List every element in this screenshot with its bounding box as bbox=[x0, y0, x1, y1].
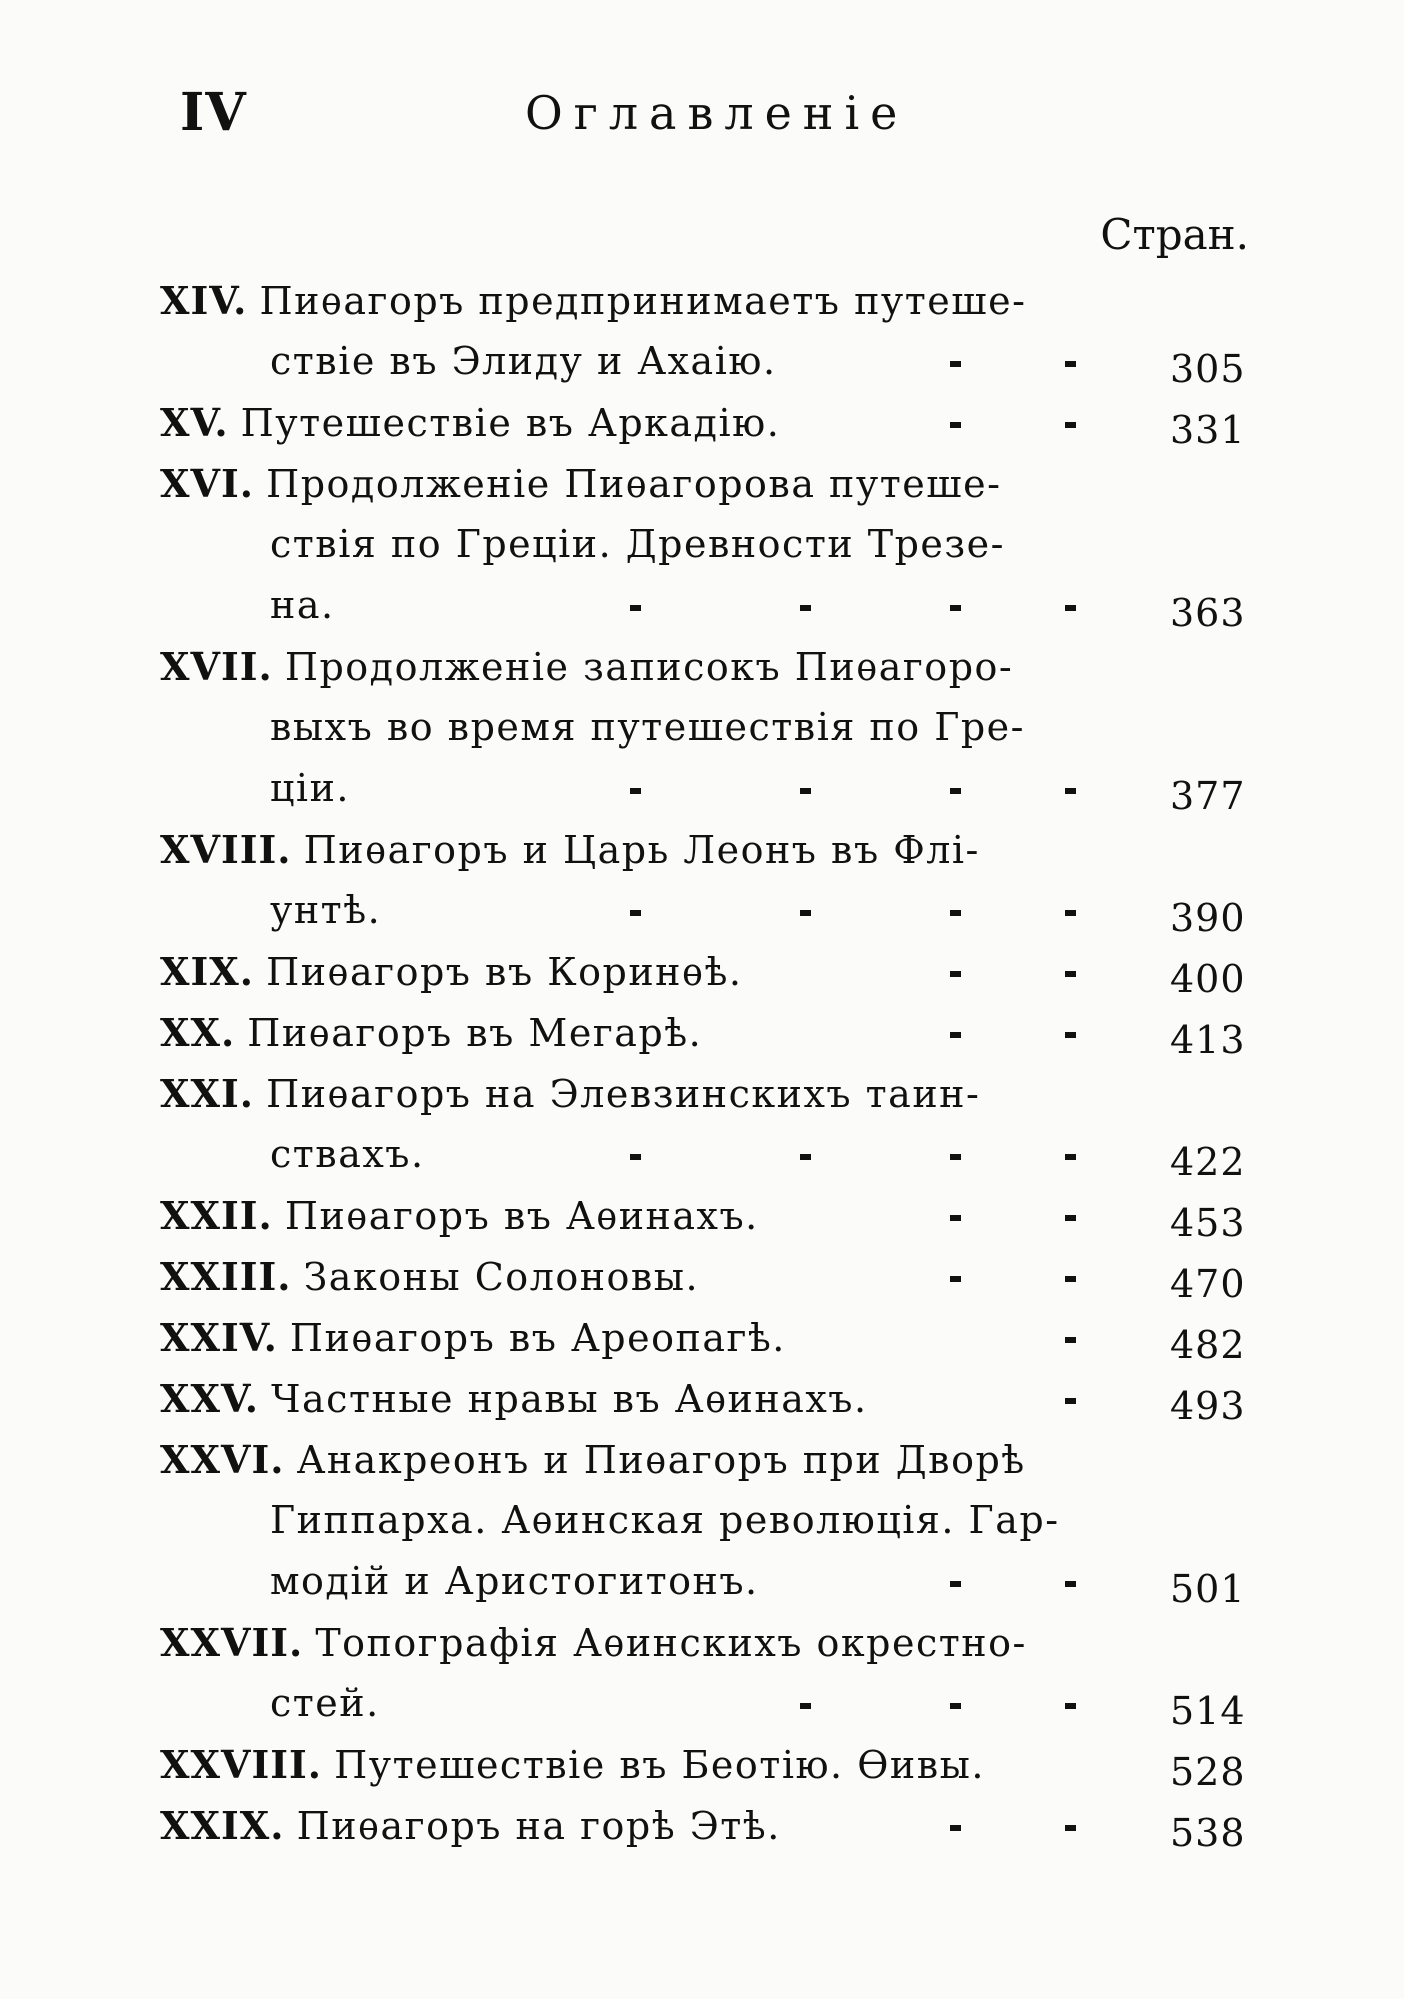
dot-leader bbox=[160, 392, 1120, 453]
leader-dash bbox=[800, 605, 811, 611]
chapter-title-text: выхъ во время путешествія по Гре- bbox=[270, 705, 1026, 749]
leader-dash bbox=[800, 910, 811, 916]
toc-entry-line bbox=[160, 1246, 1270, 1307]
page-reference: 390 bbox=[1170, 896, 1246, 940]
page-reference: 363 bbox=[1170, 591, 1246, 635]
leader-dash bbox=[1065, 910, 1076, 916]
dot-leader bbox=[160, 1673, 1120, 1734]
dot-leader bbox=[160, 1795, 1120, 1856]
toc-entry-line bbox=[160, 1734, 1270, 1795]
leader-dash bbox=[950, 1825, 961, 1831]
dot-leader bbox=[160, 1551, 1120, 1612]
toc-entry-line bbox=[160, 453, 1270, 514]
page-reference: 538 bbox=[1170, 1811, 1246, 1855]
chapter-title-text: Пиѳагоръ предпринимаетъ путеше- bbox=[259, 279, 1027, 323]
toc-entry bbox=[160, 453, 1270, 636]
leader-dash bbox=[950, 788, 961, 794]
chapter-numeral: XXV. bbox=[160, 1376, 260, 1421]
dot-leader bbox=[160, 1246, 1120, 1307]
chapter-title-text: Пиѳагоръ въ Коринѳѣ. bbox=[266, 950, 743, 994]
chapter-title-text: Гиппарха. Аѳинская революція. Гар- bbox=[270, 1498, 1060, 1542]
chapter-title-text: Пиѳагоръ въ Ареопагѣ. bbox=[289, 1316, 786, 1360]
page-reference: 470 bbox=[1170, 1262, 1246, 1306]
leader-dash bbox=[1065, 1215, 1076, 1221]
leader-dash bbox=[950, 605, 961, 611]
dot-leader bbox=[160, 575, 1120, 636]
chapter-title-text: унтѣ. bbox=[270, 888, 382, 932]
leader-dash bbox=[950, 1703, 961, 1709]
toc-entry-line bbox=[160, 1612, 1270, 1673]
leader-dash bbox=[1065, 1581, 1076, 1587]
page-reference: 528 bbox=[1170, 1750, 1246, 1794]
chapter-title-text: Пиѳагоръ въ Мегарѣ. bbox=[247, 1011, 703, 1055]
leader-dash bbox=[1065, 1825, 1076, 1831]
toc-entry-line bbox=[160, 1185, 1270, 1246]
page-reference: 493 bbox=[1170, 1384, 1246, 1428]
leader-dash bbox=[630, 788, 641, 794]
toc-entry-line bbox=[160, 1795, 1270, 1856]
toc-entry-line bbox=[160, 1368, 1270, 1429]
chapter-numeral: XVI. bbox=[160, 461, 254, 506]
toc-entry bbox=[160, 1368, 1270, 1429]
chapter-numeral: XVII. bbox=[160, 644, 273, 689]
leader-dash bbox=[950, 422, 961, 428]
chapter-numeral: XXIV. bbox=[160, 1315, 278, 1360]
toc-entry bbox=[160, 392, 1270, 453]
chapter-title-text: Путешествіе въ Аркадію. bbox=[240, 401, 781, 445]
chapter-numeral: XXVIII. bbox=[160, 1742, 323, 1787]
chapter-numeral: XXIX. bbox=[160, 1803, 285, 1848]
chapter-numeral: XIV. bbox=[160, 278, 248, 323]
dot-leader bbox=[160, 331, 1120, 392]
chapter-numeral: XIX. bbox=[160, 949, 254, 994]
chapter-title-text: Анакреонъ и Пиѳагоръ при Дворѣ bbox=[296, 1438, 1026, 1482]
chapter-numeral: XX. bbox=[160, 1010, 236, 1055]
toc-entry-line bbox=[160, 758, 1270, 819]
leader-dash bbox=[1065, 605, 1076, 611]
leader-dash bbox=[1065, 1276, 1076, 1282]
leader-dash bbox=[1065, 971, 1076, 977]
toc-entry bbox=[160, 270, 1270, 392]
dot-leader bbox=[160, 1002, 1120, 1063]
toc-entry-line bbox=[160, 1673, 1270, 1734]
toc-entry-line bbox=[160, 819, 1270, 880]
chapter-title-text: стей. bbox=[270, 1681, 380, 1725]
chapter-title-text: Пиѳагоръ въ Аѳинахъ. bbox=[284, 1194, 759, 1238]
page-reference: 331 bbox=[1170, 408, 1246, 452]
leader-dash bbox=[800, 788, 811, 794]
toc-entry-line bbox=[160, 1307, 1270, 1368]
chapter-title-text: ствіе въ Элиду и Ахаію. bbox=[270, 339, 777, 383]
page-column-header: Стран. bbox=[1100, 210, 1249, 259]
chapter-title-text: Законы Солоновы. bbox=[303, 1255, 700, 1299]
chapter-title-text: Пиѳагоръ на горѣ Этѣ. bbox=[296, 1804, 781, 1848]
toc-entry-line bbox=[160, 331, 1270, 392]
chapter-numeral: XXIII. bbox=[160, 1254, 292, 1299]
chapter-numeral: XVIII. bbox=[160, 827, 292, 872]
leader-dash bbox=[950, 361, 961, 367]
chapter-title-text: на. bbox=[270, 583, 335, 627]
leader-dash bbox=[950, 1032, 961, 1038]
toc-entry bbox=[160, 636, 1270, 819]
leader-dash bbox=[950, 971, 961, 977]
chapter-title-text: Продолженіе записокъ Пиѳагоро- bbox=[284, 645, 1014, 689]
toc-entry-line bbox=[160, 1063, 1270, 1124]
leader-dash bbox=[800, 1154, 811, 1160]
chapter-numeral: XV. bbox=[160, 400, 229, 445]
page-reference: 514 bbox=[1170, 1689, 1246, 1733]
leader-dash bbox=[800, 1703, 811, 1709]
leader-dash bbox=[950, 1581, 961, 1587]
toc-entry-line bbox=[160, 1490, 1270, 1551]
leader-dash bbox=[1065, 361, 1076, 367]
chapter-title-text: Пиѳагоръ на Элевзинскихъ таин- bbox=[266, 1072, 981, 1116]
running-head-title: Оглавленіе bbox=[525, 86, 909, 140]
toc-entry-line bbox=[160, 514, 1270, 575]
toc-entry bbox=[160, 1429, 1270, 1612]
leader-dash bbox=[630, 910, 641, 916]
chapter-title-text: Топографія Аѳинскихъ окрестно- bbox=[315, 1621, 1027, 1665]
toc-entry bbox=[160, 1063, 1270, 1185]
leader-dash bbox=[1065, 1032, 1076, 1038]
toc-entry-line bbox=[160, 392, 1270, 453]
dot-leader bbox=[160, 758, 1120, 819]
toc-entry bbox=[160, 1246, 1270, 1307]
toc-entry-line bbox=[160, 1429, 1270, 1490]
chapter-title-text: ціи. bbox=[270, 766, 350, 810]
page-reference: 400 bbox=[1170, 957, 1246, 1001]
chapter-title-text: Продолженіе Пиѳагорова путеше- bbox=[266, 462, 1002, 506]
chapter-title-text: Пиѳагоръ и Царь Леонъ въ Флі- bbox=[303, 828, 980, 872]
toc-entry-line bbox=[160, 1551, 1270, 1612]
toc-entry bbox=[160, 1795, 1270, 1856]
toc-entry-line bbox=[160, 575, 1270, 636]
leader-dash bbox=[950, 910, 961, 916]
dot-leader bbox=[160, 1185, 1120, 1246]
dot-leader bbox=[160, 1368, 1120, 1429]
leader-dash bbox=[950, 1215, 961, 1221]
toc-entry bbox=[160, 1734, 1270, 1795]
leader-dash bbox=[1065, 1398, 1076, 1404]
toc-entry-line bbox=[160, 270, 1270, 331]
toc-entry-line bbox=[160, 1124, 1270, 1185]
chapter-title-text: ствахъ. bbox=[270, 1132, 425, 1176]
toc-entry bbox=[160, 1002, 1270, 1063]
page-number: IV bbox=[180, 82, 247, 143]
chapter-title-text: Частные нравы въ Аѳинахъ. bbox=[271, 1377, 868, 1421]
leader-dash bbox=[950, 1154, 961, 1160]
dot-leader bbox=[160, 1307, 1120, 1368]
chapter-numeral: XXI. bbox=[160, 1071, 254, 1116]
toc-entry-line bbox=[160, 880, 1270, 941]
leader-dash bbox=[1065, 1154, 1076, 1160]
table-of-contents bbox=[160, 270, 1270, 1856]
chapter-title-text: Путешествіе въ Беотію. Ѳивы. bbox=[334, 1743, 985, 1787]
toc-entry-line bbox=[160, 941, 1270, 1002]
page-reference: 501 bbox=[1170, 1567, 1246, 1611]
toc-entry bbox=[160, 1185, 1270, 1246]
page-reference: 422 bbox=[1170, 1140, 1246, 1184]
dot-leader bbox=[160, 1124, 1120, 1185]
leader-dash bbox=[1065, 1337, 1076, 1343]
toc-entry bbox=[160, 941, 1270, 1002]
chapter-numeral: XXVI. bbox=[160, 1437, 285, 1482]
dot-leader bbox=[160, 880, 1120, 941]
leader-dash bbox=[1065, 422, 1076, 428]
toc-entry bbox=[160, 819, 1270, 941]
leader-dash bbox=[630, 605, 641, 611]
toc-entry-line bbox=[160, 1002, 1270, 1063]
chapter-title-text: ствія по Греціи. Древности Трезе- bbox=[270, 522, 1005, 566]
chapter-title-text: модій и Аристогитонъ. bbox=[270, 1559, 759, 1603]
leader-dash bbox=[630, 1154, 641, 1160]
leader-dash bbox=[1065, 1703, 1076, 1709]
dot-leader bbox=[160, 941, 1120, 1002]
toc-entry bbox=[160, 1612, 1270, 1734]
chapter-numeral: XXVII. bbox=[160, 1620, 304, 1665]
page-reference: 305 bbox=[1170, 347, 1246, 391]
chapter-numeral: XXII. bbox=[160, 1193, 273, 1238]
toc-entry bbox=[160, 1307, 1270, 1368]
page-reference: 482 bbox=[1170, 1323, 1246, 1367]
page-reference: 377 bbox=[1170, 774, 1246, 818]
toc-entry-line bbox=[160, 697, 1270, 758]
toc-entry-line bbox=[160, 636, 1270, 697]
leader-dash bbox=[1065, 788, 1076, 794]
leader-dash bbox=[950, 1276, 961, 1282]
page-reference: 413 bbox=[1170, 1018, 1246, 1062]
page-reference: 453 bbox=[1170, 1201, 1246, 1245]
